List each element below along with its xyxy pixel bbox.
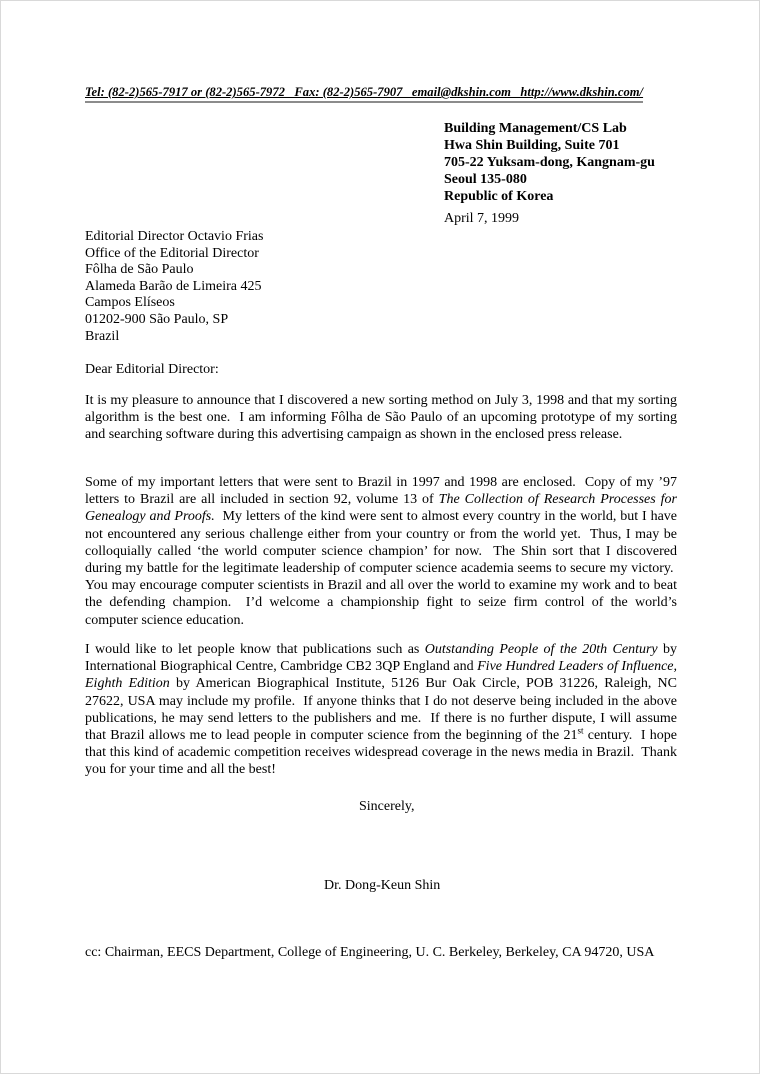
cc-line: cc: Chairman, EECS Department, College of Engineering, U. C. Berkeley, Berkeley, CA 94720, USA xyxy=(85,945,655,960)
salutation: Dear Editorial Director: xyxy=(85,362,219,377)
recipient-address-line: 01202-900 São Paulo, SP xyxy=(85,311,229,327)
book-title-italic: Five Hundred Leaders of Influence, Eighth Edition xyxy=(85,659,677,692)
book-title-italic: The Collection of Research Processes for Genealogy and Proofs. xyxy=(85,492,677,525)
paragraph-text: Some of my important letters that were sent to Brazil in 1997 and 1998 are enclosed. Copy of my ’97 letters to Brazil are all included in section 92, volume 13 of xyxy=(85,475,677,508)
sender-address-line: Seoul 135-080 xyxy=(444,172,527,187)
header-contact-line xyxy=(85,85,643,103)
paragraph-text: by American Biographical Institute, 5126 Bur Oak Circle, POB 31226, Raleigh, NC 27622, USA may include my profile. If anyone thinks that I do not deserve being included in the above publications, he may send letters to the publishers and me. If there is no further dispute, I will assume that Brazil allows me to lead people in computer science from the beginning of the 21 xyxy=(85,676,677,744)
sender-address-line: 705-22 Yuksam-dong, Kangnam-gu xyxy=(444,155,655,170)
sender-address xyxy=(444,120,655,205)
paragraph-text: by International Biographical Centre, Cambridge CB2 3QP England and xyxy=(85,642,678,675)
recipient-address-line: Campos Elíseos xyxy=(85,295,175,311)
book-title-italic: Outstanding People of the 20th Century xyxy=(424,642,658,657)
letter-date: April 7, 1999 xyxy=(444,211,520,226)
paragraph-text: It is my pleasure to announce that I discovered a new sorting method on July 3, 1998 and that my sorting algorithm is the best one. I am informing Fôlha de São Paulo of an upcoming prototype of my sorting and searching software during this advertising campaign as shown in the enclosed press release. xyxy=(85,393,677,443)
paragraph-announcement xyxy=(85,392,677,444)
paragraph-letters-enclosed xyxy=(85,474,677,629)
paragraph-publications xyxy=(85,641,677,779)
paragraph-text: century. I hope that this kind of academic competition receives widespread coverage in the news media in Brazil. Thank you for your time and all the best! xyxy=(85,728,677,778)
paragraph-text: I would like to let people know that publications such as xyxy=(85,642,425,657)
sender-address-line: Hwa Shin Building, Suite 701 xyxy=(444,138,620,153)
ordinal-superscript: st xyxy=(577,725,584,736)
recipient-address-line: Fôlha de São Paulo xyxy=(85,262,194,278)
recipient-address-line: Brazil xyxy=(85,328,120,344)
paragraph-text: My letters of the kind were sent to almost every country in the world, but I have not encountered any serious challenge either from your country or from the world yet. Thus, I may be colloquially called ‘the world computer science champion’ for now. The Shin sort that I discovered during my battle for the legitimate leadership of computer science academia seems to secure my victory. You may encourage computer scientists in Brazil and all over the world to examine my work and to beat the defending champion. I’d welcome a championship fight to seize firm control of the world’s computer science education. xyxy=(85,509,677,628)
signature-name: Dr. Dong-Keun Shin xyxy=(324,878,441,893)
header-contact-text: Tel: (82-2)565-7917 or (82-2)565-7972 Fax: (82-2)565-7907 email@dkshin.com http://www.dkshin.com/ xyxy=(85,85,644,99)
sender-address-line: Building Management/CS Lab xyxy=(444,121,627,136)
sender-address-line: Republic of Korea xyxy=(444,189,554,204)
recipient-address-line: Office of the Editorial Director xyxy=(85,245,259,261)
recipient-address-line: Editorial Director Octavio Frias xyxy=(85,229,264,244)
recipient-address xyxy=(85,229,263,345)
recipient-address-line: Alameda Barão de Limeira 425 xyxy=(85,278,262,294)
closing: Sincerely, xyxy=(359,799,415,814)
